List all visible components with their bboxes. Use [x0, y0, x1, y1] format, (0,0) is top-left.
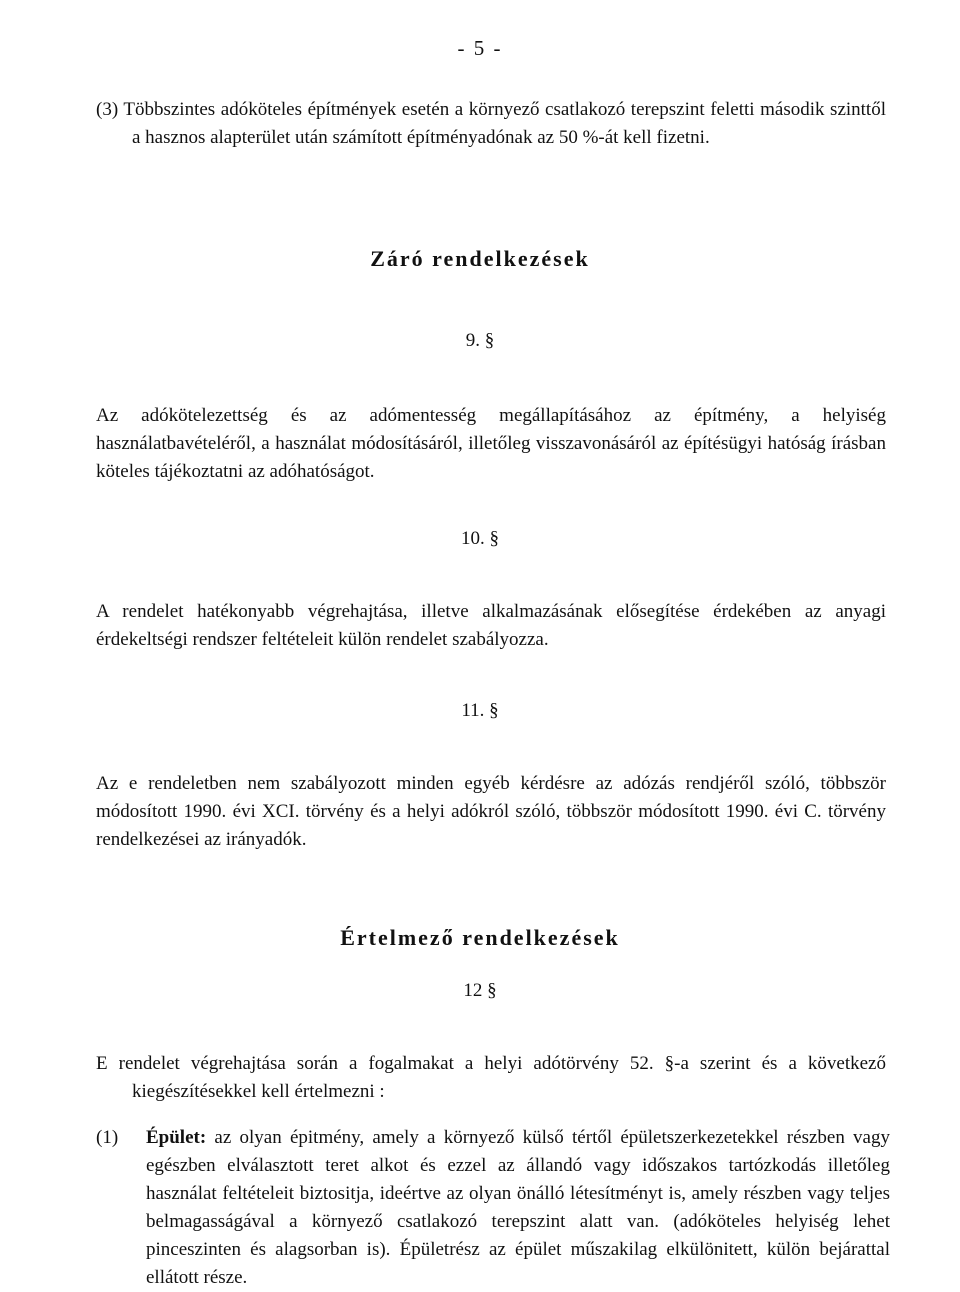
section-10-title: 10. §	[461, 528, 499, 549]
section-9-title: 9. §	[465, 330, 495, 351]
section-9-text: Az adókötelezettség és az adómentesség megállapításához az építmény, a helyiség használatbavételéről, a használat módosításáról, illetőleg visszavonásáról az építésügyi hatóság írásban köteles tájékoztatni az adóhatóságot.	[96, 405, 886, 482]
item-term: Épület:	[146, 1127, 207, 1148]
page-number: - 5 -	[457, 36, 503, 60]
section-10-text: A rendelet hatékonyabb végrehajtása, illetve alkalmazásának elősegítése érdekében az anyagi érdekeltségi rendszer feltételeit külön rendelet szabályozza.	[96, 601, 886, 650]
interpretive-provisions-heading: Értelmező rendelkezések	[340, 925, 620, 950]
section-11-title: 11. §	[461, 700, 499, 721]
section-12-title: 12 §	[463, 980, 497, 1001]
paragraph-3: (3) Többszintes adóköteles építmények esetén a környező csatlakozó terepszint feletti második szinttől a hasznos alapterület után számított építményadónak az 50 %-át kell fizetni.	[96, 99, 886, 148]
section-12-text: E rendelet végrehajtása során a fogalmakat a helyi adótörvény 52. §-a szerint és a következő kiegészítésekkel kell értelmezni :	[96, 1053, 886, 1102]
closing-provisions-heading: Záró rendelkezések	[370, 246, 590, 271]
section-11-text: Az e rendeletben nem szabályozott minden egyéb kérdésre az adózás rendjéről szóló, többször módosított 1990. évi XCI. törvény és a helyi adókról szóló, többször módosított 1990. évi C. törvény rendelkezései az irányadók.	[96, 773, 886, 850]
item-definition: az olyan épitmény, amely a környező külső tértől épületszerkezetekkel részben vagy egészben elválasztott teret alkot és ezzel az állandó vagy időszakos tartózkodás illetőleg használat feltételeit biztositja, ideértve az olyan önálló létesítményt is, amely részben vagy teljes belmagasságával a környező csatlakozó terepszint alatt van. (adóköteles helyiség lehet pinceszinten és alagsorban is). Épületrész az épület műszakilag elkülönitett, külön bejárattal ellátott része.	[146, 1127, 890, 1288]
definition-item-1	[96, 1124, 890, 1292]
item-marker: (1)	[96, 1127, 119, 1148]
